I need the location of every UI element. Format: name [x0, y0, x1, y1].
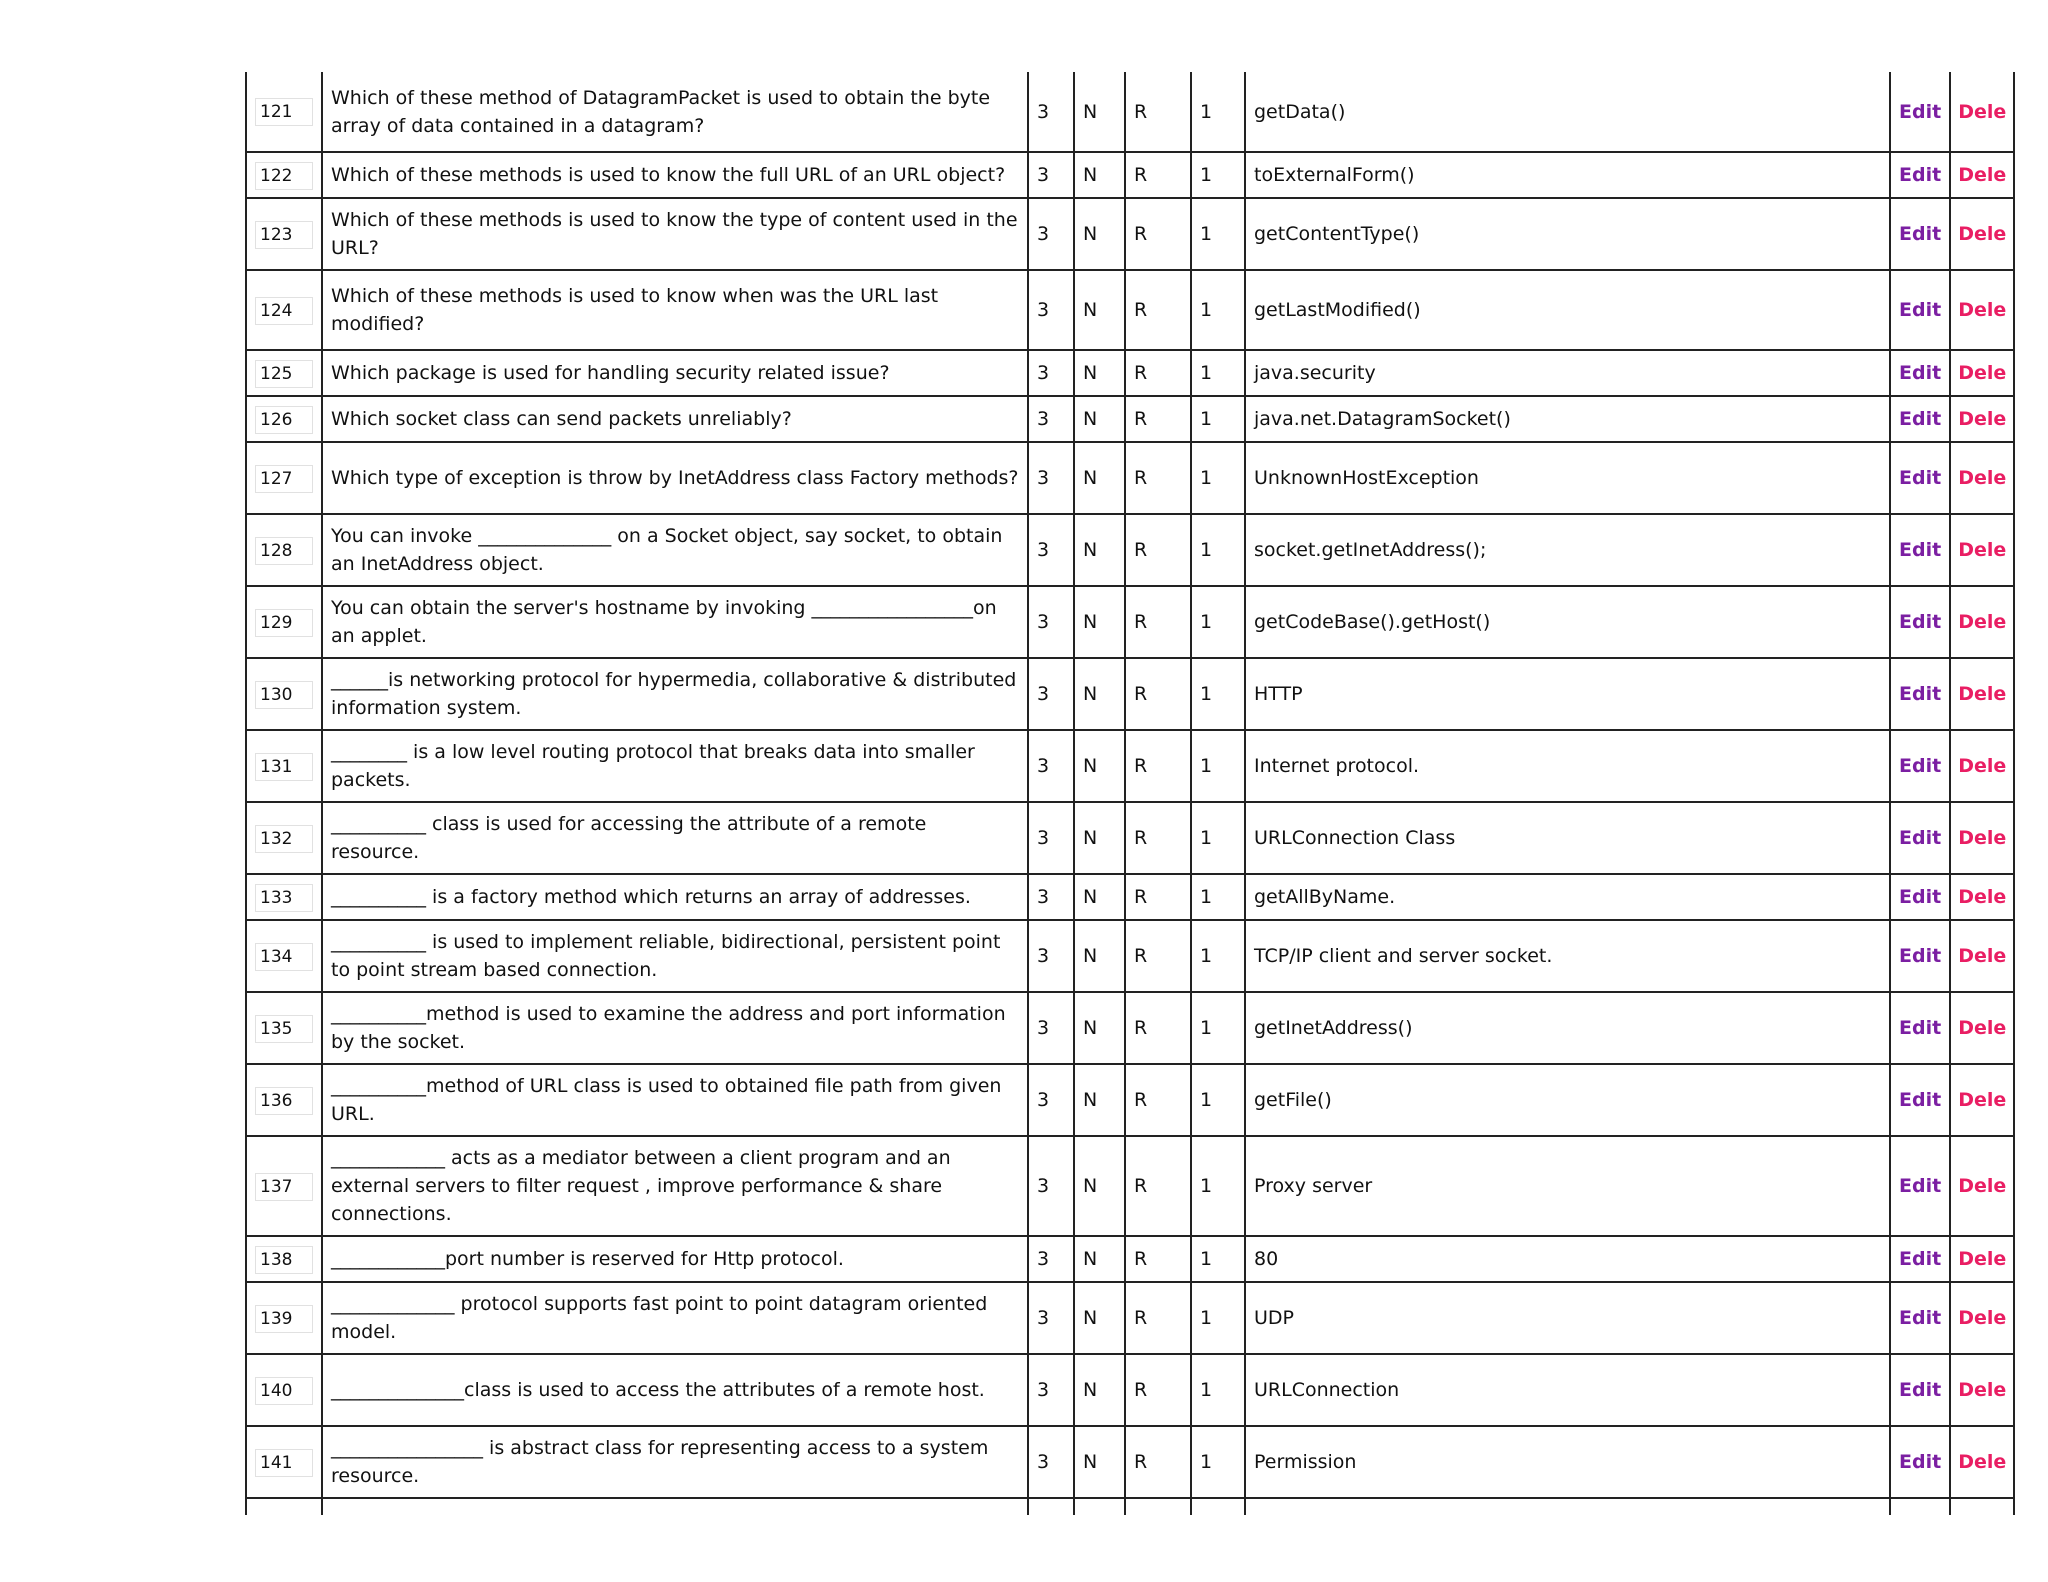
marks-cell: 3 [1028, 992, 1074, 1064]
id-cell [246, 396, 322, 442]
delete-cell [1950, 802, 2014, 874]
question-id: 140 [255, 1377, 313, 1405]
question-text: Which package is used for handling security related issue? [322, 350, 1028, 396]
flag-cell: N [1074, 730, 1125, 802]
delete-link[interactable]: Dele [1958, 223, 2007, 245]
question-id: 129 [255, 609, 313, 637]
answer-text: getData() [1245, 72, 1890, 152]
type-cell: R [1125, 1136, 1191, 1236]
table-row [246, 874, 2014, 920]
marks-cell: 3 [1028, 350, 1074, 396]
marks-cell: 3 [1028, 1136, 1074, 1236]
table-row [246, 350, 2014, 396]
delete-cell [1950, 198, 2014, 270]
question-id: 132 [255, 825, 313, 853]
marks-cell: 3 [1028, 1426, 1074, 1498]
question-id: 134 [255, 943, 313, 971]
empty-cell [1191, 1498, 1245, 1515]
edit-cell [1890, 1354, 1950, 1426]
id-cell [246, 152, 322, 198]
empty-cell [1028, 1498, 1074, 1515]
delete-cell [1950, 1282, 2014, 1354]
level-cell: 1 [1191, 198, 1245, 270]
id-cell [246, 198, 322, 270]
delete-link[interactable]: Dele [1958, 467, 2007, 489]
delete-link[interactable]: Dele [1958, 299, 2007, 321]
level-cell: 1 [1191, 350, 1245, 396]
question-id: 127 [255, 465, 313, 493]
level-cell: 1 [1191, 270, 1245, 350]
edit-link[interactable]: Edit [1899, 1379, 1942, 1401]
flag-cell: N [1074, 992, 1125, 1064]
answer-text: getCodeBase().getHost() [1245, 586, 1890, 658]
edit-link[interactable]: Edit [1899, 1175, 1942, 1197]
question-id: 138 [255, 1246, 313, 1274]
delete-link[interactable]: Dele [1958, 1451, 2007, 1473]
empty-cell [1890, 1498, 1950, 1515]
edit-link[interactable]: Edit [1899, 945, 1942, 967]
delete-link[interactable]: Dele [1958, 945, 2007, 967]
answer-text: Permission [1245, 1426, 1890, 1498]
id-cell [246, 1282, 322, 1354]
question-text: ________ is a low level routing protocol that breaks data into smaller packets. [322, 730, 1028, 802]
question-text: Which of these method of DatagramPacket is used to obtain the byte array of data contained in a datagram? [322, 72, 1028, 152]
level-cell: 1 [1191, 442, 1245, 514]
flag-cell: N [1074, 586, 1125, 658]
empty-cell [1074, 1498, 1125, 1515]
edit-link[interactable]: Edit [1899, 467, 1942, 489]
type-cell: R [1125, 270, 1191, 350]
delete-cell [1950, 1236, 2014, 1282]
table-row [246, 1064, 2014, 1136]
level-cell: 1 [1191, 874, 1245, 920]
delete-cell [1950, 270, 2014, 350]
type-cell: R [1125, 1236, 1191, 1282]
delete-cell [1950, 992, 2014, 1064]
edit-cell [1890, 920, 1950, 992]
id-cell [246, 802, 322, 874]
id-cell [246, 442, 322, 514]
id-cell [246, 350, 322, 396]
marks-cell: 3 [1028, 442, 1074, 514]
answer-text: Proxy server [1245, 1136, 1890, 1236]
table-row [246, 270, 2014, 350]
flag-cell: N [1074, 920, 1125, 992]
level-cell: 1 [1191, 72, 1245, 152]
edit-link[interactable]: Edit [1899, 223, 1942, 245]
delete-link[interactable]: Dele [1958, 1089, 2007, 1111]
edit-link[interactable]: Edit [1899, 755, 1942, 777]
empty-cell [1245, 1498, 1890, 1515]
edit-cell [1890, 992, 1950, 1064]
edit-link[interactable]: Edit [1899, 408, 1942, 430]
table-row [246, 920, 2014, 992]
edit-cell [1890, 152, 1950, 198]
marks-cell: 3 [1028, 874, 1074, 920]
marks-cell: 3 [1028, 72, 1074, 152]
type-cell: R [1125, 514, 1191, 586]
delete-cell [1950, 442, 2014, 514]
edit-link[interactable]: Edit [1899, 611, 1942, 633]
marks-cell: 3 [1028, 730, 1074, 802]
question-id: 123 [255, 221, 313, 249]
delete-cell [1950, 920, 2014, 992]
id-cell [246, 270, 322, 350]
delete-link[interactable]: Dele [1958, 100, 2007, 123]
edit-link[interactable]: Edit [1899, 683, 1942, 705]
question-text: ____________ acts as a mediator between a client program and an external servers to filter request , improve performance & share connections. [322, 1136, 1028, 1236]
answer-text: getContentType() [1245, 198, 1890, 270]
flag-cell: N [1074, 198, 1125, 270]
delete-link[interactable]: Dele [1958, 1307, 2007, 1329]
flag-cell: N [1074, 396, 1125, 442]
id-cell [246, 658, 322, 730]
marks-cell: 3 [1028, 1282, 1074, 1354]
table-row [246, 586, 2014, 658]
table-row [246, 72, 2014, 152]
level-cell: 1 [1191, 514, 1245, 586]
edit-cell [1890, 72, 1950, 152]
delete-cell [1950, 396, 2014, 442]
empty-cell [322, 1498, 1028, 1515]
edit-cell [1890, 658, 1950, 730]
question-text: You can obtain the server's hostname by invoking _________________on an applet. [322, 586, 1028, 658]
question-text: __________ class is used for accessing the attribute of a remote resource. [322, 802, 1028, 874]
delete-cell [1950, 72, 2014, 152]
empty-cell [1125, 1498, 1191, 1515]
level-cell: 1 [1191, 1136, 1245, 1236]
level-cell: 1 [1191, 1236, 1245, 1282]
delete-cell [1950, 1426, 2014, 1498]
answer-text: socket.getInetAddress(); [1245, 514, 1890, 586]
level-cell: 1 [1191, 658, 1245, 730]
answer-text: HTTP [1245, 658, 1890, 730]
edit-cell [1890, 270, 1950, 350]
edit-link[interactable]: Edit [1899, 362, 1942, 384]
flag-cell: N [1074, 874, 1125, 920]
question-id: 133 [255, 884, 313, 912]
type-cell: R [1125, 396, 1191, 442]
type-cell: R [1125, 992, 1191, 1064]
answer-text: UDP [1245, 1282, 1890, 1354]
answer-text: URLConnection [1245, 1354, 1890, 1426]
edit-link[interactable]: Edit [1899, 827, 1942, 849]
answer-text: getInetAddress() [1245, 992, 1890, 1064]
flag-cell: N [1074, 270, 1125, 350]
id-cell [246, 1136, 322, 1236]
question-text: __________method is used to examine the address and port information by the socket. [322, 992, 1028, 1064]
type-cell: R [1125, 658, 1191, 730]
delete-link[interactable]: Dele [1958, 408, 2007, 430]
level-cell: 1 [1191, 1354, 1245, 1426]
delete-cell [1950, 586, 2014, 658]
delete-cell [1950, 874, 2014, 920]
delete-cell [1950, 1064, 2014, 1136]
delete-cell [1950, 730, 2014, 802]
answer-text: toExternalForm() [1245, 152, 1890, 198]
table-row [246, 802, 2014, 874]
delete-cell [1950, 658, 2014, 730]
delete-link[interactable]: Dele [1958, 683, 2007, 705]
question-text: ________________ is abstract class for representing access to a system resource. [322, 1426, 1028, 1498]
delete-cell [1950, 152, 2014, 198]
answer-text: URLConnection Class [1245, 802, 1890, 874]
delete-link[interactable]: Dele [1958, 611, 2007, 633]
id-cell [246, 1064, 322, 1136]
type-cell: R [1125, 198, 1191, 270]
answer-text: 80 [1245, 1236, 1890, 1282]
type-cell: R [1125, 802, 1191, 874]
table-row [246, 1136, 2014, 1236]
id-cell [246, 1354, 322, 1426]
type-cell: R [1125, 1282, 1191, 1354]
edit-cell [1890, 1282, 1950, 1354]
table-row [246, 514, 2014, 586]
table-row [246, 730, 2014, 802]
question-id: 141 [255, 1449, 313, 1477]
answer-text: Internet protocol. [1245, 730, 1890, 802]
edit-link[interactable]: Edit [1899, 539, 1942, 561]
question-text: __________ is used to implement reliable, bidirectional, persistent point to point stream based connection. [322, 920, 1028, 992]
flag-cell: N [1074, 1426, 1125, 1498]
question-table-body [246, 72, 2014, 1515]
edit-cell [1890, 1236, 1950, 1282]
edit-cell [1890, 1136, 1950, 1236]
level-cell: 1 [1191, 1426, 1245, 1498]
table-row [246, 658, 2014, 730]
question-id: 122 [255, 162, 313, 190]
marks-cell: 3 [1028, 396, 1074, 442]
question-text: Which of these methods is used to know the type of content used in the URL? [322, 198, 1028, 270]
delete-cell [1950, 1136, 2014, 1236]
table-row [246, 1236, 2014, 1282]
answer-text: getAllByName. [1245, 874, 1890, 920]
marks-cell: 3 [1028, 198, 1074, 270]
id-cell [246, 1236, 322, 1282]
flag-cell: N [1074, 152, 1125, 198]
question-text: __________ is a factory method which returns an array of addresses. [322, 874, 1028, 920]
question-id: 126 [255, 406, 313, 434]
level-cell: 1 [1191, 992, 1245, 1064]
answer-text: getLastModified() [1245, 270, 1890, 350]
answer-text: UnknownHostException [1245, 442, 1890, 514]
question-text: Which of these methods is used to know the full URL of an URL object? [322, 152, 1028, 198]
flag-cell: N [1074, 442, 1125, 514]
delete-link[interactable]: Dele [1958, 1017, 2007, 1039]
question-id: 131 [255, 753, 313, 781]
edit-cell [1890, 1426, 1950, 1498]
table-row-partial [246, 1498, 2014, 1515]
table-row [246, 152, 2014, 198]
question-id: 121 [255, 98, 313, 126]
marks-cell: 3 [1028, 920, 1074, 992]
question-id: 136 [255, 1087, 313, 1115]
type-cell: R [1125, 350, 1191, 396]
flag-cell: N [1074, 802, 1125, 874]
delete-cell [1950, 514, 2014, 586]
question-text: ______is networking protocol for hypermedia, collaborative & distributed information system. [322, 658, 1028, 730]
edit-link[interactable]: Edit [1899, 1248, 1942, 1270]
edit-link[interactable]: Edit [1899, 299, 1942, 321]
id-cell [246, 1426, 322, 1498]
level-cell: 1 [1191, 586, 1245, 658]
question-text: You can invoke ______________ on a Socket object, say socket, to obtain an InetAddress object. [322, 514, 1028, 586]
question-id: 124 [255, 297, 313, 325]
edit-cell [1890, 198, 1950, 270]
question-text: ____________port number is reserved for Http protocol. [322, 1236, 1028, 1282]
question-text: Which of these methods is used to know when was the URL last modified? [322, 270, 1028, 350]
type-cell: R [1125, 1426, 1191, 1498]
delete-link[interactable]: Dele [1958, 1175, 2007, 1197]
edit-link[interactable]: Edit [1899, 1017, 1942, 1039]
marks-cell: 3 [1028, 586, 1074, 658]
edit-cell [1890, 586, 1950, 658]
type-cell: R [1125, 730, 1191, 802]
edit-link[interactable]: Edit [1899, 1089, 1942, 1111]
id-cell [246, 586, 322, 658]
table-row [246, 992, 2014, 1064]
id-cell [246, 874, 322, 920]
flag-cell: N [1074, 1236, 1125, 1282]
level-cell: 1 [1191, 920, 1245, 992]
delete-link[interactable]: Dele [1958, 886, 2007, 908]
table-row [246, 442, 2014, 514]
edit-cell [1890, 350, 1950, 396]
question-table [245, 72, 2015, 1515]
id-cell [246, 514, 322, 586]
marks-cell: 3 [1028, 1064, 1074, 1136]
level-cell: 1 [1191, 1064, 1245, 1136]
delete-link[interactable]: Dele [1958, 755, 2007, 777]
edit-link[interactable]: Edit [1899, 100, 1942, 123]
question-text: _____________ protocol supports fast point to point datagram oriented model. [322, 1282, 1028, 1354]
empty-cell [246, 1498, 322, 1515]
delete-cell [1950, 350, 2014, 396]
id-cell [246, 72, 322, 152]
edit-cell [1890, 730, 1950, 802]
table-row [246, 1282, 2014, 1354]
edit-cell [1890, 442, 1950, 514]
question-text: Which socket class can send packets unreliably? [322, 396, 1028, 442]
delete-link[interactable]: Dele [1958, 1248, 2007, 1270]
id-cell [246, 730, 322, 802]
table-row [246, 396, 2014, 442]
level-cell: 1 [1191, 1282, 1245, 1354]
flag-cell: N [1074, 72, 1125, 152]
delete-link[interactable]: Dele [1958, 827, 2007, 849]
level-cell: 1 [1191, 152, 1245, 198]
table-row [246, 1426, 2014, 1498]
marks-cell: 3 [1028, 514, 1074, 586]
answer-text: getFile() [1245, 1064, 1890, 1136]
type-cell: R [1125, 874, 1191, 920]
type-cell: R [1125, 152, 1191, 198]
delete-link[interactable]: Dele [1958, 1379, 2007, 1401]
flag-cell: N [1074, 1282, 1125, 1354]
edit-cell [1890, 396, 1950, 442]
question-id: 139 [255, 1305, 313, 1333]
level-cell: 1 [1191, 730, 1245, 802]
table-row [246, 1354, 2014, 1426]
empty-cell [1950, 1498, 2014, 1515]
marks-cell: 3 [1028, 152, 1074, 198]
question-id: 128 [255, 537, 313, 565]
question-id: 125 [255, 360, 313, 388]
edit-cell [1890, 514, 1950, 586]
delete-link[interactable]: Dele [1958, 539, 2007, 561]
edit-link[interactable]: Edit [1899, 886, 1942, 908]
edit-cell [1890, 874, 1950, 920]
delete-link[interactable]: Dele [1958, 164, 2007, 186]
edit-link[interactable]: Edit [1899, 164, 1942, 186]
question-text: ______________class is used to access the attributes of a remote host. [322, 1354, 1028, 1426]
question-text: __________method of URL class is used to obtained file path from given URL. [322, 1064, 1028, 1136]
edit-cell [1890, 802, 1950, 874]
answer-text: java.security [1245, 350, 1890, 396]
question-id: 135 [255, 1015, 313, 1043]
edit-link[interactable]: Edit [1899, 1451, 1942, 1473]
delete-link[interactable]: Dele [1958, 362, 2007, 384]
question-id: 130 [255, 681, 313, 709]
delete-cell [1950, 1354, 2014, 1426]
marks-cell: 3 [1028, 658, 1074, 730]
id-cell [246, 920, 322, 992]
marks-cell: 3 [1028, 1236, 1074, 1282]
table-row [246, 198, 2014, 270]
type-cell: R [1125, 586, 1191, 658]
question-text: Which type of exception is throw by InetAddress class Factory methods? [322, 442, 1028, 514]
answer-text: TCP/IP client and server socket. [1245, 920, 1890, 992]
type-cell: R [1125, 442, 1191, 514]
id-cell [246, 992, 322, 1064]
flag-cell: N [1074, 1354, 1125, 1426]
level-cell: 1 [1191, 396, 1245, 442]
type-cell: R [1125, 1354, 1191, 1426]
flag-cell: N [1074, 1064, 1125, 1136]
flag-cell: N [1074, 658, 1125, 730]
type-cell: R [1125, 72, 1191, 152]
flag-cell: N [1074, 1136, 1125, 1236]
type-cell: R [1125, 1064, 1191, 1136]
marks-cell: 3 [1028, 802, 1074, 874]
flag-cell: N [1074, 514, 1125, 586]
question-id: 137 [255, 1173, 313, 1201]
edit-cell [1890, 1064, 1950, 1136]
marks-cell: 3 [1028, 1354, 1074, 1426]
marks-cell: 3 [1028, 270, 1074, 350]
type-cell: R [1125, 920, 1191, 992]
flag-cell: N [1074, 350, 1125, 396]
edit-link[interactable]: Edit [1899, 1307, 1942, 1329]
answer-text: java.net.DatagramSocket() [1245, 396, 1890, 442]
level-cell: 1 [1191, 802, 1245, 874]
